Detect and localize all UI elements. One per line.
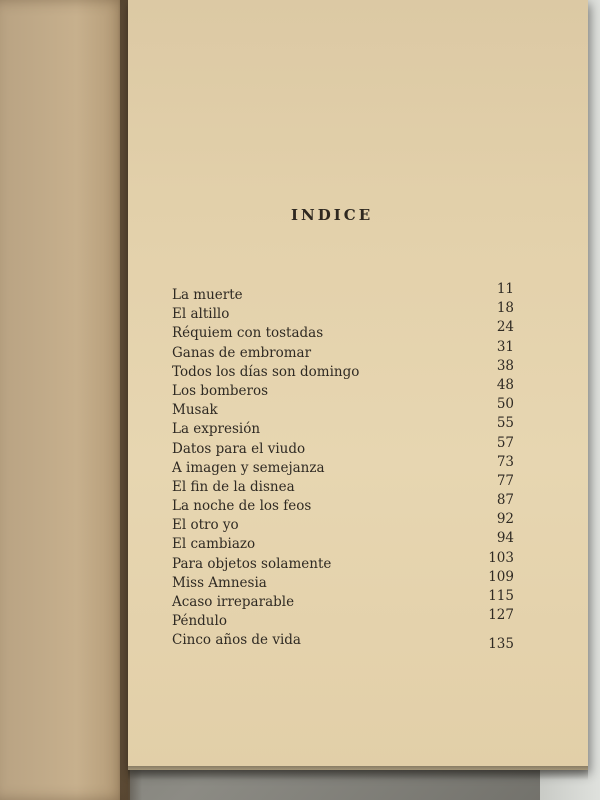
toc-entry: [172, 319, 514, 343]
toc-entry: [172, 511, 514, 535]
toc-entry: [172, 568, 514, 593]
toc-entry: [172, 631, 514, 653]
toc-entry-page: 24: [496, 319, 514, 336]
toc-entry-title: Musak: [172, 402, 218, 419]
toc-entry-title: El otro yo: [172, 517, 239, 534]
toc-entry-title: Cinco años de vida: [172, 632, 301, 649]
toc-entry: [172, 549, 514, 574]
toc-entry: [172, 376, 514, 401]
toc-entry-page: 48: [496, 376, 514, 393]
toc-entry-page: 92: [496, 511, 514, 528]
toc-entry-page: 57: [496, 434, 514, 451]
toc-entry-page: 18: [496, 300, 514, 317]
toc-entry-page: 50: [496, 396, 514, 413]
toc-entry-page: 11: [496, 281, 514, 297]
toc-entry: [172, 453, 514, 478]
toc-entry-page: 38: [496, 357, 514, 374]
toc-entry-title: Ganas de embromar: [172, 344, 312, 361]
toc-entry-page: 73: [496, 453, 514, 470]
toc-entry-page: 94: [496, 530, 514, 547]
toc-entry-title: Los bomberos: [172, 382, 269, 399]
toc-entry-title: Réquiem con tostadas: [172, 325, 324, 342]
toc-entry-title: Para objetos solamente: [172, 555, 332, 572]
toc-entry: [172, 588, 514, 612]
toc-entry-title: La expresión: [172, 421, 261, 438]
toc-entry: [172, 415, 514, 439]
toc-entry: [172, 607, 514, 631]
toc-entry: [172, 472, 514, 497]
toc-entry: [172, 357, 514, 382]
toc-entry-page: 87: [496, 492, 514, 509]
toc-entry: [172, 338, 514, 363]
toc-entry-title: Todos los días son domingo: [172, 363, 360, 380]
toc-entry: [172, 492, 514, 516]
toc-entry-title: El altillo: [172, 306, 230, 323]
page-title: INDICE: [291, 206, 374, 224]
toc-entry-title: El cambiazo: [172, 536, 256, 553]
left-book-page: [0, 0, 130, 800]
toc-entry-page: 103: [488, 549, 514, 566]
table-of-contents: [172, 281, 514, 653]
toc-entry: [172, 530, 514, 554]
toc-entry: [172, 281, 514, 305]
toc-entry-page: 55: [496, 415, 514, 432]
toc-entry: [172, 300, 514, 324]
toc-entry-page: 31: [496, 338, 514, 355]
toc-entry-title: Datos para el viudo: [172, 440, 306, 457]
toc-entry-title: El fin de la disnea: [172, 478, 295, 495]
toc-entry-page: 127: [488, 607, 514, 624]
toc-entry-title: Miss Amnesia: [172, 574, 267, 591]
toc-entry-page: 77: [496, 472, 514, 489]
toc-entry-page: 115: [488, 588, 514, 604]
toc-entry-title: La muerte: [172, 287, 243, 303]
toc-entry-page: 109: [488, 568, 514, 585]
page-shadow: [128, 766, 588, 780]
toc-entry: [172, 434, 514, 459]
toc-entry-title: Péndulo: [172, 613, 227, 630]
toc-entry-title: A imagen y semejanza: [172, 459, 325, 476]
toc-entry-title: Acaso irreparable: [172, 594, 295, 610]
toc-entry-title: La noche de los feos: [172, 498, 312, 515]
toc-entry: [172, 396, 514, 420]
toc-entry-page: 135: [488, 636, 514, 653]
